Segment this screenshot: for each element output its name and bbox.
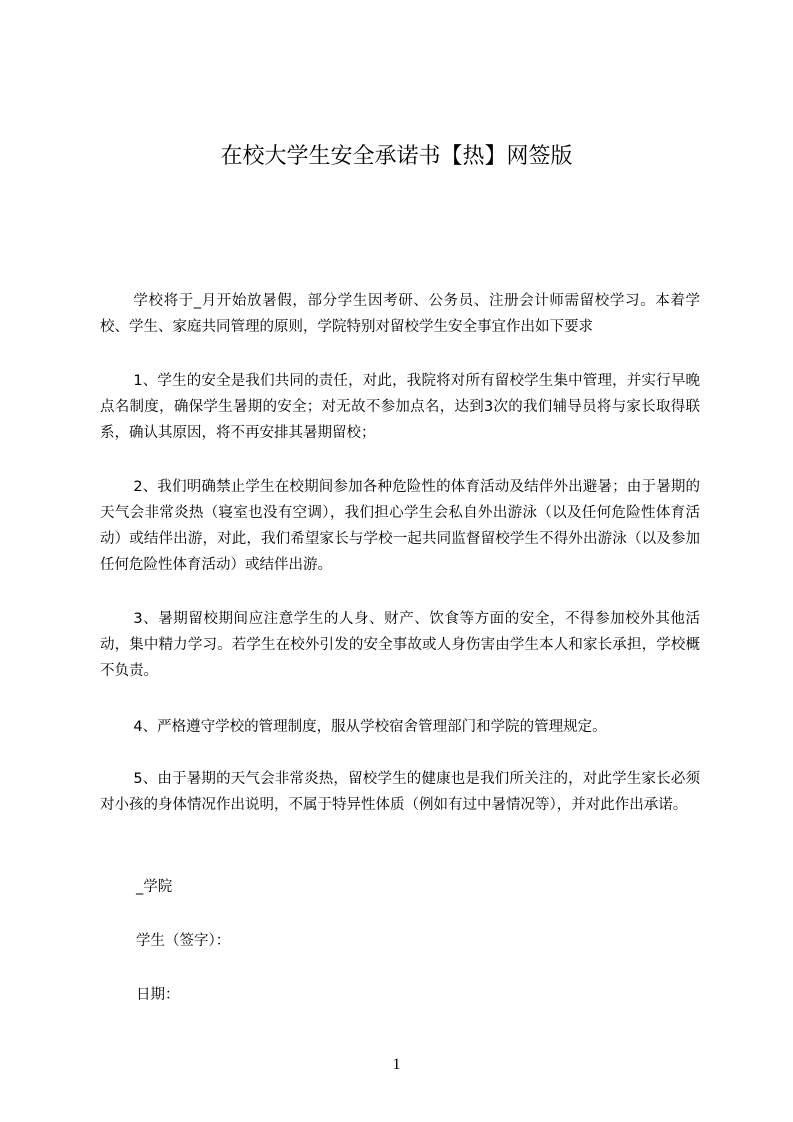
page-number: 1 (392, 1056, 401, 1073)
signature-line: 学生（签字）： (136, 933, 231, 949)
requirement-item-5: 5、由于暑期的天气会非常炎热，留校学生的健康也是我们所关注的，对此学生家长必须对小孩的身体情况作出说明，不属于特异性体质（例如有过中暑情况等），并对此作出承诺。 (100, 771, 700, 813)
requirement-item-1: 1、学生的安全是我们共同的责任，对此，我院将对所有留校学生集中管理，并实行早晚点名制度，确保学生暑期的安全；对无故不参加点名，达到3次的我们辅导员将与家长取得联系，确认其原因，将不再安排其暑期留校； (100, 373, 700, 441)
requirement-item-3: 3、暑期留校期间应注意学生的人身、财产、饮食等方面的安全，不得参加校外其他活动，集中精力学习。若学生在校外引发的安全事故或人身伤害由学生本人和家长承担，学校概不负责。 (100, 611, 700, 679)
intro-paragraph: 学校将于_月开始放暑假，部分学生因考研、公务员、注册会计师需留校学习。本着学校、学生、家庭共同管理的原则，学院特别对留校学生安全事宜作出如下要求 (100, 293, 700, 335)
date-line: 日期： (136, 987, 180, 1003)
requirement-item-4: 4、严格遵守学校的管理制度，服从学校宿舍管理部门和学院的管理规定。 (133, 719, 607, 735)
requirement-item-2: 2、我们明确禁止学生在校期间参加各种危险性的体育活动及结伴外出避暑；由于暑期的天气会非常炎热（寝室也没有空调），我们担心学生会私自外出游泳（以及任何危险性体育活动）或结伴出游，对此，我们希望家长与学校一起共同监督留校学生不得外出游泳（以及参加任何危险性体育活动）或结伴出游。 (100, 479, 700, 573)
document-title: 在校大学生安全承诺书【热】网签版 (220, 144, 573, 169)
college-line: _学院 (136, 879, 173, 895)
